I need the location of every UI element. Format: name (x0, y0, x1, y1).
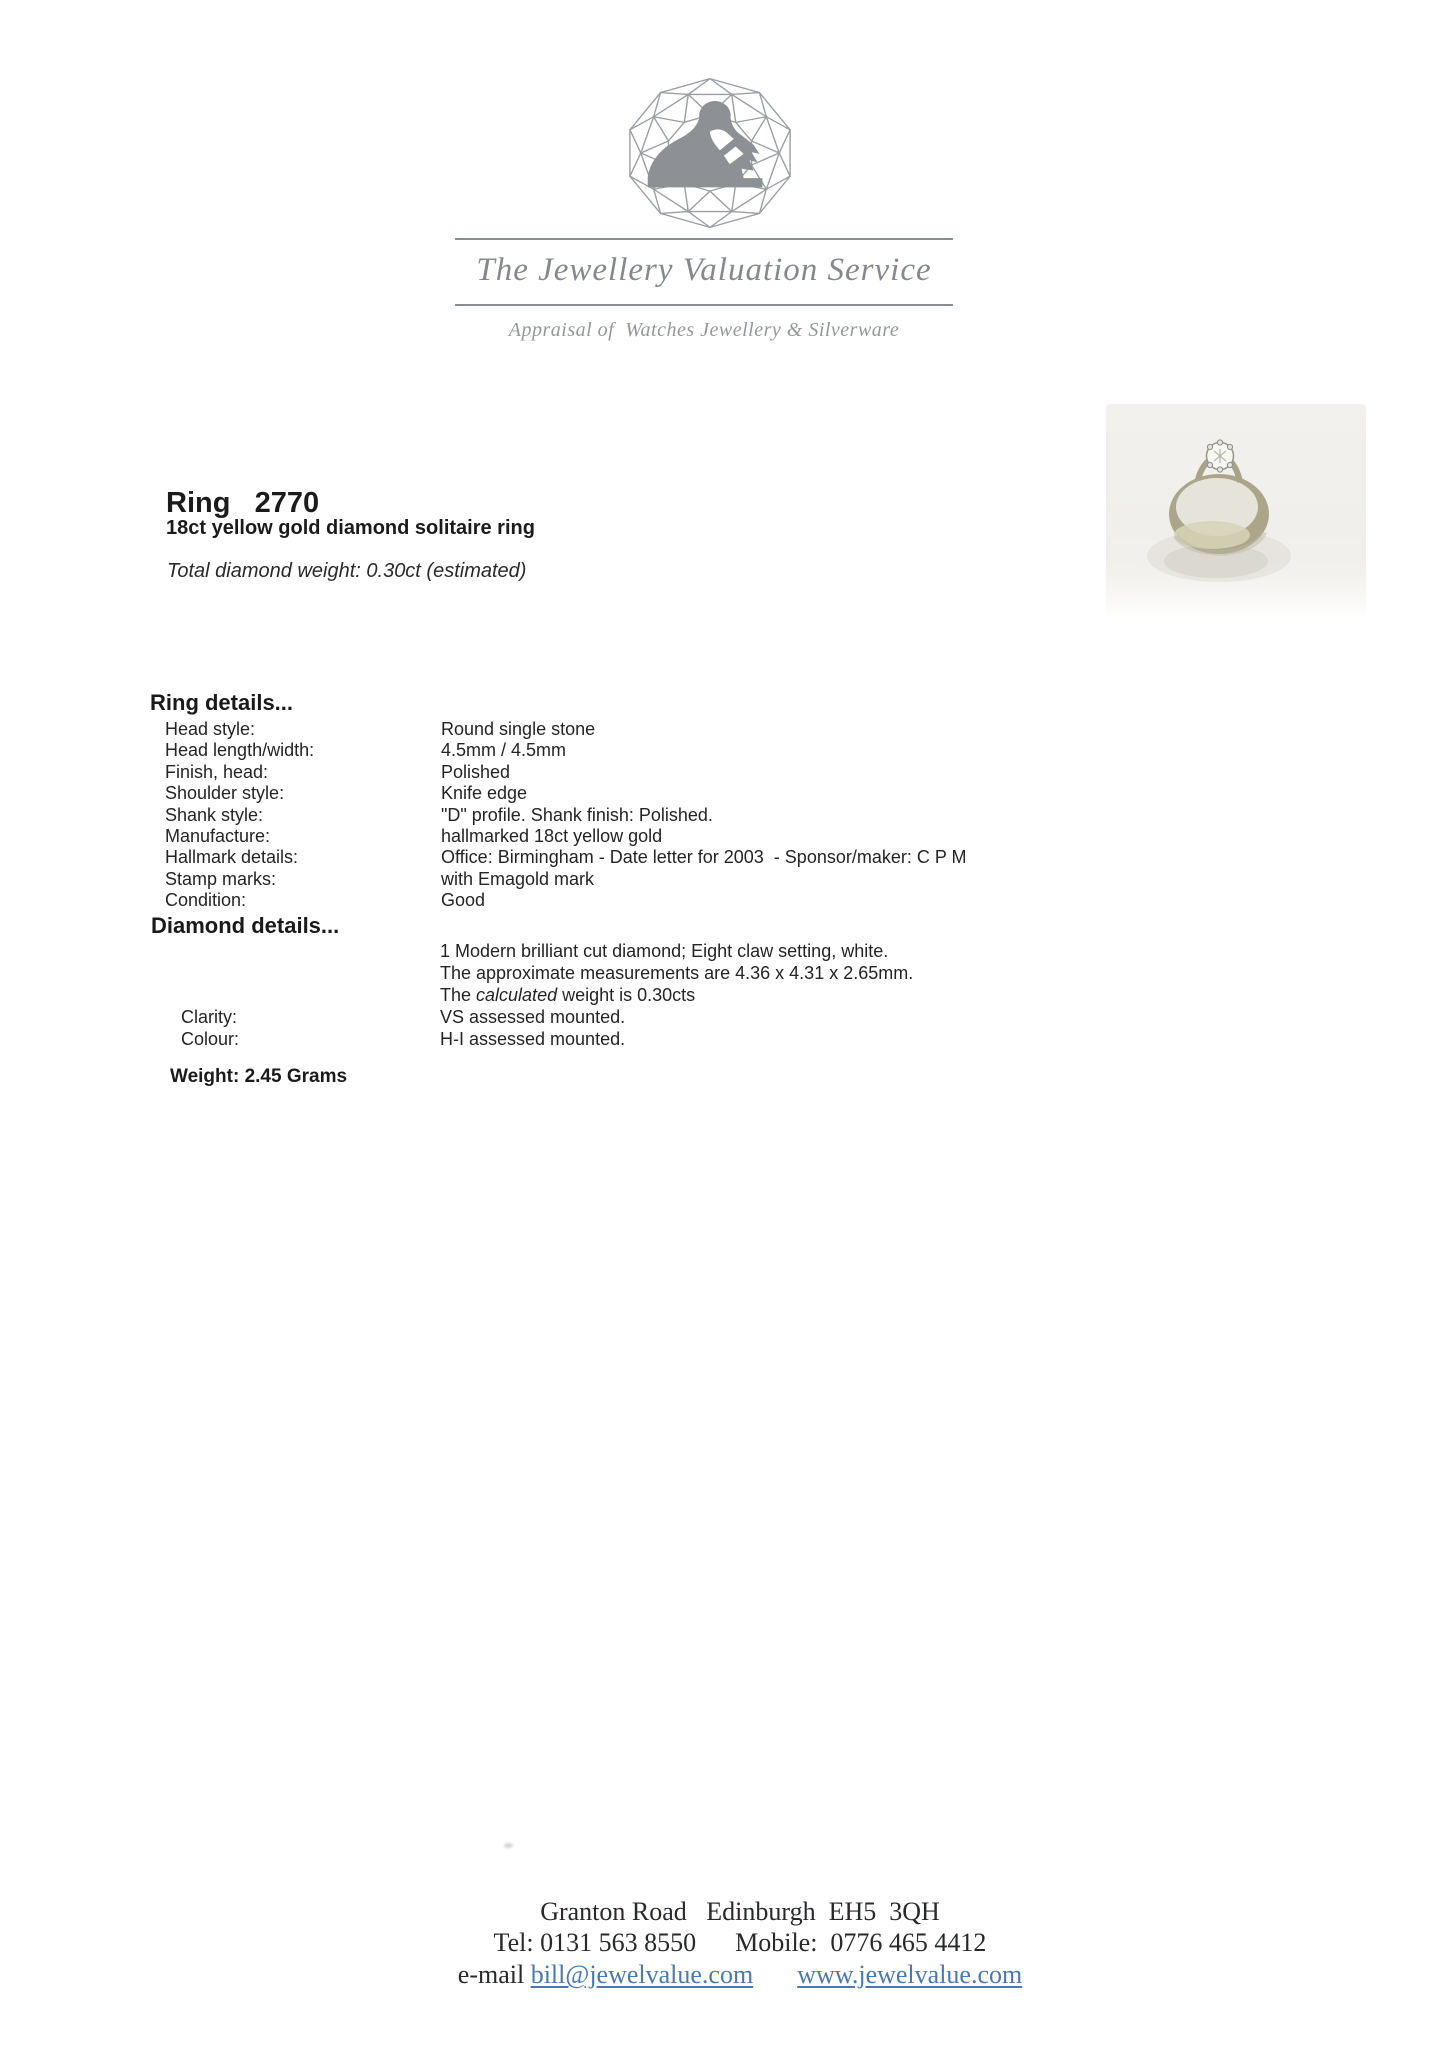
detail-label: Stamp marks: (165, 868, 277, 889)
diamond-description-line (440, 985, 913, 1007)
detail-value: with Emagold mark (441, 868, 595, 889)
detail-label: Hallmark details: (165, 847, 299, 868)
ring-details-table (165, 719, 967, 912)
detail-row (165, 890, 967, 911)
calc-prefix: The (440, 984, 477, 1005)
detail-value: H-I assessed mounted. (440, 1028, 626, 1049)
company-title: The Jewellery Valuation Service (476, 252, 932, 288)
email-link[interactable]: bill@jewelvalue.com (530, 1960, 754, 1989)
metal-weight: Weight: 2.45 Grams (170, 1066, 348, 1087)
detail-value: 4.5mm / 4.5mm (441, 740, 567, 761)
masthead-rule-bottom (455, 304, 953, 306)
detail-row (165, 719, 967, 740)
scan-speck (504, 1843, 513, 1848)
item-description: 18ct yellow gold diamond solitaire ring (166, 517, 535, 539)
detail-label: Condition: (165, 890, 247, 911)
item-title: Ring 2770 (166, 487, 320, 519)
detail-label: Shoulder style: (165, 783, 285, 804)
detail-row (165, 805, 967, 826)
detail-label: Finish, head: (165, 761, 269, 782)
detail-value: Office: Birmingham - Date letter for 2003 - Sponsor/maker: C P M (441, 847, 967, 868)
ring-photo (1106, 404, 1366, 616)
detail-row (165, 847, 967, 868)
diamond-description-line: The approximate measurements are 4.36 x 4.31 x 2.65mm. (440, 962, 914, 983)
footer-address: Granton Road Edinburgh EH5 3QH (540, 1897, 940, 1926)
detail-label: Colour: (181, 1028, 240, 1049)
detail-label: Clarity: (181, 1007, 238, 1027)
website-link[interactable]: www.jewelvalue.com (797, 1960, 1023, 1989)
detail-label: Head style: (165, 719, 256, 739)
detail-row (181, 1007, 625, 1029)
detail-row (165, 826, 967, 847)
detail-label: Head length/width: (165, 740, 315, 761)
detail-value: Round single stone (441, 719, 596, 739)
company-tagline: Appraisal of Watches Jewellery & Silverware (508, 319, 900, 341)
ring-details-heading: Ring details... (150, 690, 294, 715)
diamond-details-heading: Diamond details... (151, 913, 340, 938)
detail-row (165, 740, 967, 761)
detail-row (181, 1029, 625, 1051)
detail-value: hallmarked 18ct yellow gold (441, 825, 663, 846)
detail-label: Shank style: (165, 804, 264, 825)
detail-label: Manufacture: (165, 825, 271, 846)
ring-photo-image (1106, 404, 1366, 616)
diamond-description-line: 1 Modern brilliant cut diamond; Eight claw setting, white. (440, 941, 889, 961)
detail-value: Good (441, 890, 486, 911)
item-total-diamond-weight: Total diamond weight: 0.30ct (estimated) (167, 560, 527, 582)
diamond-description (440, 941, 913, 1006)
detail-value: "D" profile. Shank finish: Polished. (441, 804, 713, 825)
footer-contact (16, 1960, 1448, 1990)
detail-value: VS assessed mounted. (440, 1007, 626, 1027)
detail-row (165, 762, 967, 783)
calc-suffix: weight is 0.30cts (557, 984, 696, 1005)
diamond-details-table (181, 1007, 625, 1050)
detail-row (165, 783, 967, 804)
detail-value: Knife edge (441, 783, 528, 804)
detail-value: Polished (441, 761, 511, 782)
email-label: e-mail (457, 1960, 531, 1989)
detail-row (165, 869, 967, 890)
jeweller-diamond-logo-icon (623, 74, 797, 232)
footer-phones: Tel: 0131 563 8550 Mobile: 0776 465 4412 (493, 1928, 987, 1957)
calc-italic-word: calculated (476, 984, 558, 1005)
masthead-rule-top (455, 238, 953, 240)
